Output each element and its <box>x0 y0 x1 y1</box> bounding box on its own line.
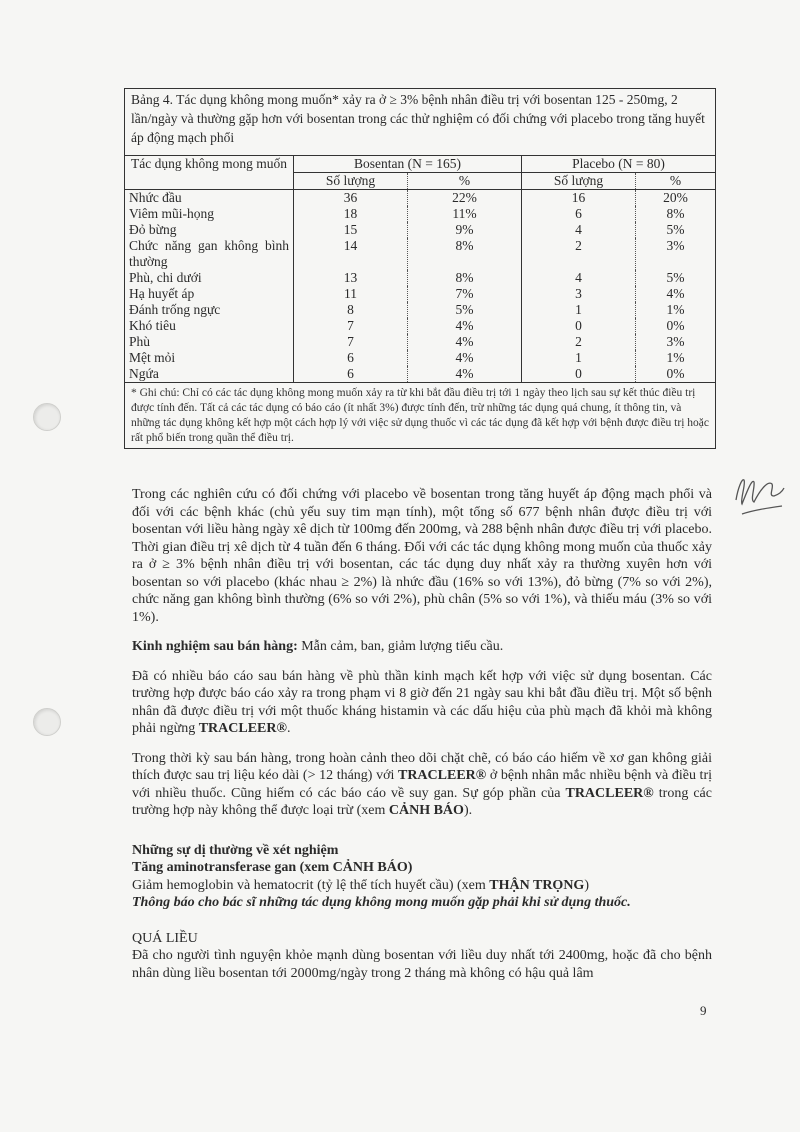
effect-name: Nhức đầu <box>129 190 182 205</box>
cell: 6 <box>294 350 408 366</box>
cell: 8% <box>408 238 522 270</box>
data-table <box>125 156 715 382</box>
cell: 3 <box>522 286 636 302</box>
cell: 1 <box>522 302 636 318</box>
lab-abnormalities-section <box>132 842 712 912</box>
sub-count-header: Số lượng <box>294 173 408 190</box>
cell: 8 <box>294 302 408 318</box>
cell: 2 <box>522 334 636 350</box>
cell: 36 <box>294 190 408 207</box>
table-header-row <box>125 156 715 173</box>
sub-count-header: Số lượng <box>522 173 636 190</box>
effect-name: Phù <box>129 334 151 349</box>
cell: 8% <box>408 270 522 286</box>
overdose-heading: QUÁ LIỀU <box>132 930 198 946</box>
effect-name: Khó tiêu <box>129 318 176 333</box>
lab-subheading: Tăng aminotransferase gan (xem CẢNH BÁO) <box>132 860 413 875</box>
text-span: ). <box>463 803 473 818</box>
section-reference: CẢNH BÁO <box>388 803 464 818</box>
cell: 0% <box>636 366 716 382</box>
cell: 4% <box>408 318 522 334</box>
cell: 13 <box>294 270 408 286</box>
adverse-effects-table <box>124 88 716 449</box>
cell: 11 <box>294 286 408 302</box>
handwritten-initials <box>728 470 788 525</box>
cell: 6 <box>522 206 636 222</box>
text-span: trong các trường hợp này không thể được loại trừ (xem <box>132 785 712 818</box>
paragraph-controlled-studies: Trong các nghiên cứu có đối chứng với placebo về bosentan trong tăng huyết áp động mạch phổi và đối với các bệnh khác (chủ yếu suy tim mạn tính), một tổng số 677 bệnh nhân được điều trị với bosentan với liều hàng ngày xê dịch từ 100mg đến 200mg, và 288 bệnh nhân được điều trị với placebo. Thời gian điều trị xê dịch từ 4 tuần đến 6 tháng. Đối với các tác dụng không mong muốn của thuốc xảy ra ở ≥ 3% bệnh nhân điều trị với bosentan, các tác dụng duy nhất xảy ra thường xuyên hơn với bosentan so với placebo (khác nhau ≥ 2%) là nhức đầu (16% so với 13%), đỏ bừng (7% so với 2%), chức năng gan không bình thường (6% so với 2%), phù chân (5% so với 1%), và thiếu máu (3% so với 1%). <box>132 487 712 625</box>
table-row <box>125 286 715 302</box>
cell: 18 <box>294 206 408 222</box>
group-placebo-header: Placebo (N = 80) <box>522 156 716 173</box>
effect-name: Viêm mũi-họng <box>129 206 215 221</box>
cell: 6 <box>294 366 408 382</box>
brand-name: TRACLEER® <box>565 785 654 801</box>
cell: 4 <box>522 222 636 238</box>
sub-pct-header: % <box>408 173 522 190</box>
postmarket-heading: Kinh nghiệm sau bán hàng: <box>132 639 298 654</box>
cell: 9% <box>408 222 522 238</box>
cell: 7% <box>408 286 522 302</box>
cell: 7 <box>294 334 408 350</box>
lab-heading: Những sự dị thường về xét nghiệm <box>132 842 339 858</box>
text-span: ở bệnh nhân mắc nhiều bệnh và điều trị với nhiều thuốc. Cũng hiếm có các báo cáo về suy gan. Sự góp phần của <box>132 768 712 801</box>
cell: 11% <box>408 206 522 222</box>
punch-hole <box>33 403 61 431</box>
text-span: ) <box>584 877 589 893</box>
cell: 1 <box>522 350 636 366</box>
paragraph-angioedema <box>132 668 712 738</box>
cell: 0 <box>522 366 636 382</box>
table-caption: Bảng 4. Tác dụng không mong muốn* xảy ra ở ≥ 3% bệnh nhân điều trị với bosentan 125 - 250mg, 2 lần/ngày và thường gặp hơn với bosentan trong các thử nghiệm có đối chứng với placebo trong tăng huyết áp động mạch phổi <box>125 89 715 156</box>
cell: 0% <box>636 318 716 334</box>
postmarket-summary <box>132 638 712 656</box>
sub-pct-header: % <box>636 173 716 190</box>
lab-line <box>132 877 712 895</box>
effect-name: Mệt mỏi <box>129 350 176 365</box>
cell: 1% <box>636 302 716 318</box>
cell: 2 <box>522 238 636 270</box>
cell: 22% <box>408 190 522 207</box>
col-effect-header: Tác dụng không mong muốn <box>125 156 294 190</box>
section-reference: THẬN TRỌNG <box>489 877 585 893</box>
body-section <box>132 486 712 982</box>
table-row <box>125 222 715 238</box>
table-row <box>125 190 715 207</box>
postmarket-summary-text: Mẫn cảm, ban, giảm lượng tiểu cầu. <box>297 639 504 654</box>
punch-hole <box>33 708 61 736</box>
effect-name: Đánh trống ngực <box>129 302 221 317</box>
page-number: 9 <box>700 1003 707 1018</box>
effect-name: Chức năng gan không bình thường <box>129 238 289 269</box>
effect-name: Đỏ bừng <box>129 222 177 237</box>
table-row <box>125 318 715 334</box>
brand-name: TRACLEER® <box>397 768 487 783</box>
cell: 16 <box>522 190 636 207</box>
cell: 14 <box>294 238 408 270</box>
cell: 3% <box>636 334 716 350</box>
cell: 3% <box>636 238 716 270</box>
cell: 4% <box>636 286 716 302</box>
cell: 0 <box>522 318 636 334</box>
cell: 4% <box>408 350 522 366</box>
group-bosentan-header: Bosentan (N = 165) <box>294 156 522 173</box>
table-row <box>125 366 715 382</box>
cell: 4% <box>408 334 522 350</box>
cell: 5% <box>408 302 522 318</box>
effect-name: Ngứa <box>129 366 159 381</box>
table-row <box>125 238 715 270</box>
cell: 5% <box>636 270 716 286</box>
cell: 5% <box>636 222 716 238</box>
table-footnote: * Ghi chú: Chỉ có các tác dụng không mong muốn xảy ra từ khi bắt đầu điều trị tới 1 ngày theo lịch sau sự kết thúc điều trị được tính đến. Tất cả các tác dụng có báo cáo (ít nhất 3%) được tính đến, trừ những tác dụng quá chung, ít thông tin, và những tác dụng không kết hợp một cách hợp lý với việc sử dụng thuốc vì các tác dụng đã kết hợp với bệnh được điều trị hoặc rất phổ biến trong quần thể điều trị. <box>125 382 715 448</box>
physician-notice: Thông báo cho bác sĩ những tác dụng không mong muốn gặp phải khi sử dụng thuốc. <box>132 895 631 910</box>
overdose-text: Đã cho người tình nguyện khỏe mạnh dùng bosentan với liều duy nhất tới 2400mg, hoặc đã cho bệnh nhân dùng liều bosentan tới 2000mg/ngày trong 2 tháng mà không có hậu quả lâm <box>132 948 712 981</box>
effect-name: Phù, chi dưới <box>129 270 202 285</box>
cell: 8% <box>636 206 716 222</box>
cell: 4 <box>522 270 636 286</box>
table-row <box>125 350 715 366</box>
cell: 4% <box>408 366 522 382</box>
table-row <box>125 206 715 222</box>
table-row <box>125 302 715 318</box>
text-span: Đã có nhiều báo cáo sau bán hàng về phù thần kinh mạch kết hợp với việc sử dụng bosentan. Các trường hợp được báo cáo xảy ra trong phạm vi 8 giờ đến 21 ngày sau khi bắt đầu điều trị. Một số bệnh nhân đã được điều trị với một thuốc kháng histamin và các dấu hiệu của phù mạch đã khỏi mà không phải ngừng <box>132 668 712 736</box>
paragraph-cirrhosis <box>132 750 712 820</box>
cell: 1% <box>636 350 716 366</box>
brand-name: TRACLEER® <box>198 721 287 736</box>
table-row <box>125 270 715 286</box>
text-span: Trong thời kỳ sau bán hàng, trong hoàn cảnh theo dõi chặt chẽ, có báo cáo hiếm về xơ gan không giải thích được sau trị liệu kéo dài (> 12 tháng) với <box>132 750 712 783</box>
effect-name: Hạ huyết áp <box>129 286 195 301</box>
cell: 7 <box>294 318 408 334</box>
text-span: . <box>286 721 291 736</box>
text-span: Giảm hemoglobin và hematocrit (tỷ lệ thể tích huyết cầu) (xem <box>132 877 490 893</box>
overdose-section <box>132 930 712 983</box>
table-row <box>125 334 715 350</box>
cell: 15 <box>294 222 408 238</box>
cell: 20% <box>636 190 716 207</box>
